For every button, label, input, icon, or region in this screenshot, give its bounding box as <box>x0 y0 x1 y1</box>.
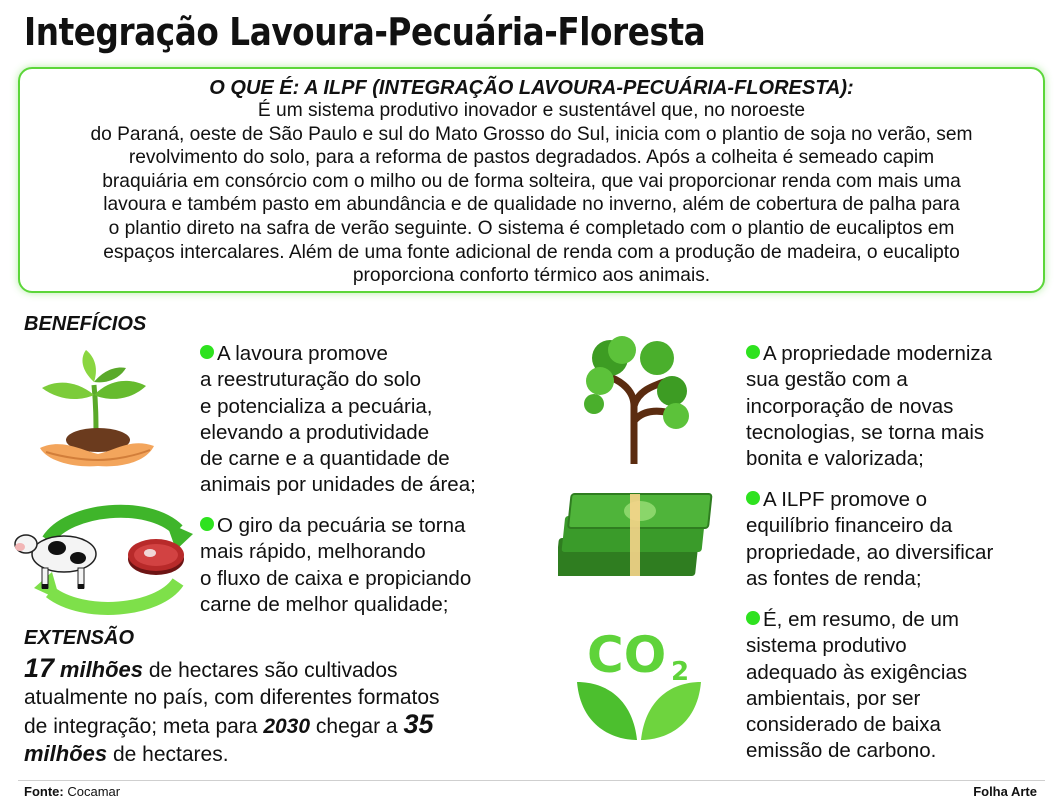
intro-line: espaços intercalares. Além de uma fonte adicional de renda com a produção de madeira, o eucalipto <box>103 241 960 263</box>
footer-source <box>24 784 120 799</box>
bullet-icon <box>746 611 760 625</box>
benefit-text: A ILPF promove o equilíbrio financeiro da propriedade, ao diversificar as fontes de renda; <box>746 488 994 590</box>
bullet-icon <box>200 345 214 359</box>
benefit-text: A propriedade moderniza sua gestão com a incorporação de novas tecnologias, se torna mais bonita e valorizada; <box>746 342 993 471</box>
intro-line: proporciona conforto térmico aos animais. <box>352 265 711 287</box>
intro-line: braquiária em consórcio com o milho ou de forma solteira, que vai proporcionar renda com mais uma <box>102 170 961 192</box>
extensao-text4: chegar a <box>315 715 398 738</box>
benefit-item-3 <box>746 341 992 472</box>
page-title: Integração Lavoura-Pecuária-Floresta <box>24 10 706 54</box>
extensao-heading: EXTENSÃO <box>24 627 135 649</box>
intro-line: do Paraná, oeste de São Paulo e sul do Mato Grosso do Sul, inicia com o plantio de soja no verão, sem <box>90 123 973 145</box>
extensao-text3: de integração; meta para <box>24 715 258 738</box>
co2-subscript: 2 <box>671 657 690 687</box>
footer-source-name: Cocamar <box>67 784 121 799</box>
benefit-item-4 <box>746 487 993 592</box>
extensao-num1: 17 <box>24 653 55 683</box>
extensao-num1-unit: milhões <box>59 657 144 682</box>
footer-divider <box>18 780 1045 781</box>
extensao-text1: de hectares são cultivados <box>148 659 398 682</box>
co2-label: CO <box>587 626 667 684</box>
extensao-num2-unit: milhões <box>24 741 108 766</box>
benefit-item-5 <box>746 607 967 765</box>
bullet-icon <box>746 345 760 359</box>
extensao-line-4 <box>24 740 524 768</box>
co2-leaves-icon <box>575 620 705 742</box>
intro-line: lavoura e também pasto em abundância e de qualidade no inverno, além de cobertura de palha para <box>103 194 960 216</box>
extensao-year: 2030 <box>263 715 311 738</box>
intro-box <box>18 67 1045 293</box>
extensao-num2: 35 <box>403 709 434 739</box>
extensao-text5: de hectares. <box>112 743 229 766</box>
intro-line: o plantio direto na safra de verão seguinte. O sistema é completado com o plantio de eucaliptos em <box>108 217 955 239</box>
footer-credit: Folha Arte <box>973 784 1037 799</box>
bullet-icon <box>200 517 214 531</box>
benefit-item-2 <box>200 513 471 618</box>
benefit-text: O giro da pecuária se torna mais rápido, melhorando o fluxo de caixa e propiciando carne de melhor qualidade; <box>200 514 472 616</box>
extensao-text <box>24 655 524 768</box>
footer-source-label: Fonte: <box>24 784 64 799</box>
beneficios-heading: BENEFÍCIOS <box>24 313 147 335</box>
intro-body <box>34 99 1029 288</box>
benefit-text: É, em resumo, de um sistema produtivo adequado às exigências ambientais, por ser considerado de baixa emissão de carbono. <box>746 608 968 763</box>
intro-line: revolvimento do solo, para a reforma de pastos degradados. Após a colheita é semeado capim <box>128 147 935 169</box>
extensao-line-2: atualmente no país, com diferentes formatos <box>24 686 440 709</box>
money-stack-icon <box>558 490 718 580</box>
tree-icon <box>582 336 692 464</box>
cow-icon <box>12 520 107 592</box>
steak-icon <box>126 535 186 577</box>
intro-line: É um sistema produtivo inovador e sustentável que, no noroeste <box>257 100 806 121</box>
intro-heading: O QUE É: A ILPF (INTEGRAÇÃO LAVOURA-PECUÁRIA-FLORESTA): <box>209 77 854 99</box>
extensao-line-1 <box>24 655 524 684</box>
benefit-item-1 <box>200 341 476 499</box>
bullet-icon <box>746 491 760 505</box>
seedling-hands-icon <box>36 350 156 468</box>
benefit-text: A lavoura promove a reestruturação do solo e potencializa a pecuária, elevando a produtividade de carne e a quantidade de animais por unidades de área; <box>200 342 476 497</box>
extensao-line-3 <box>24 711 524 740</box>
